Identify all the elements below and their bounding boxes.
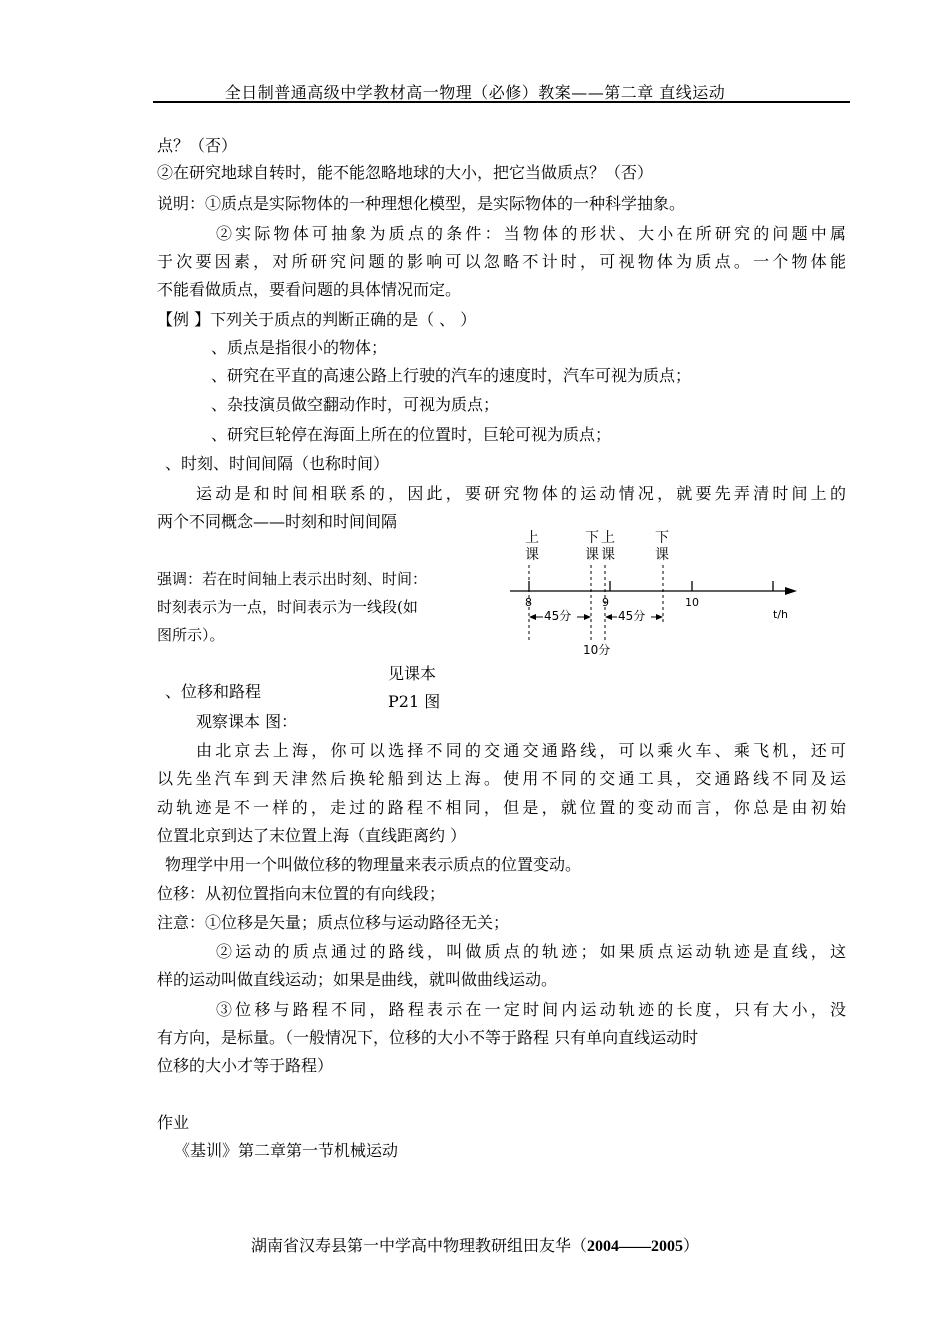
footer-years: 2004——2005 [587, 1238, 683, 1255]
text-line: 样的运动叫做直线运动；如果是曲线，就叫做曲线运动。 [157, 970, 558, 989]
timeline-diagram [505, 525, 805, 660]
gap-label: 10分 [583, 643, 611, 657]
span-1-arrow-left [529, 614, 536, 620]
label-shang-1: 上 [525, 530, 539, 546]
text-line: 不能看做质点，要看问题的具体情况而定。 [157, 280, 462, 299]
span-2-label: 45分 [618, 609, 646, 623]
example-question: 【例 】下列关于质点的判断正确的是（ 、 ） [157, 310, 477, 329]
text-line: 说明：①质点是实际物体的一种理想化模型，是实际物体的一种科学抽象。 [157, 194, 686, 213]
homework-heading: 作业 [157, 1113, 190, 1132]
option-c: 、杂技演员做空翻动作时，可视为质点； [211, 395, 500, 414]
label-shang-2: 上 [601, 530, 615, 546]
option-a: 、质点是指很小的物体； [211, 338, 388, 357]
span-1-arrow-right [584, 614, 591, 620]
text-line: 物理学中用一个叫做位移的物理量来表示质点的位置变动。 [165, 855, 582, 874]
homework-item: 《基训》第二章第一节机械运动 [174, 1141, 399, 1160]
text-line: 两个不同概念——时刻和时间间隔 [157, 512, 398, 531]
text-line: 图所示）。 [157, 626, 225, 644]
text-line: 位移的大小才等于路程） [157, 1056, 334, 1075]
text-line: 点？（否） [157, 136, 238, 155]
label-xia-1: 下 [585, 530, 599, 546]
label-xia-2: 下 [655, 530, 669, 546]
text-line: 动轨迹是不一样的，走过的路程不相同，但是，就位置的变动而言，你总是由初始 [157, 798, 846, 817]
footer-text: 湖南省汉寿县第一中学高中物理教研组田友华（ [250, 1236, 587, 1255]
text-line: 位置北京到达了末位置上海（直线距离约 ） [157, 826, 467, 845]
text-line: 有方向，是标量。（一般情况下，位移的大小不等于路程 只有单向直线运动时 [157, 1028, 699, 1047]
tick-label-10: 10 [685, 596, 699, 609]
span-1-label: 45分 [544, 609, 572, 623]
text-line: ②运动的质点通过的路线，叫做质点的轨迹；如果质点运动轨迹是直线，这 [216, 942, 846, 961]
text-line: 以先坐汽车到天津然后换轮船到达上海。使用不同的交通工具，交通路线不同及运 [157, 769, 846, 788]
page-header: 全日制普通高级中学教材高一物理（必修）教案——第二章 直线运动 [224, 83, 726, 102]
axis-unit: t/h [773, 608, 788, 621]
option-d: 、研究巨轮停在海面上所在的位置时，巨轮可视为质点； [211, 425, 612, 444]
section-heading: 、位移和路程 [165, 682, 262, 701]
reference-note: P21 图 [388, 692, 441, 711]
option-b: 、研究在平直的高速公路上行驶的汽车的速度时，汽车可视为质点； [211, 366, 692, 385]
page-footer [0, 1233, 950, 1256]
text-line: 观察课本 图： [196, 712, 298, 731]
text-line: ②实际物体可抽象为质点的条件：当物体的形状、大小在所研究的问题中属 [216, 224, 846, 243]
text-line: ②在研究地球自转时，能不能忽略地球的大小，把它当做质点？（否） [157, 163, 654, 182]
span-2-arrow-left [605, 614, 612, 620]
text-line: 注意：①位移是矢量；质点位移与运动路径无关； [157, 913, 510, 932]
text-line: 运动是和时间相联系的，因此，要研究物体的运动情况，就要先弄清时间上的 [196, 484, 846, 503]
label-ke-1: 课 [525, 547, 539, 563]
footer-close: ） [683, 1236, 700, 1255]
text-line: 由北京去上海，你可以选择不同的交通交通路线，可以乘火车、乘飞机，还可 [196, 741, 846, 760]
text-line: 强调：若在时间轴上表示出时刻、时间： [157, 570, 428, 588]
reference-note: 见课本 [388, 664, 437, 683]
tick-label-8: 8 [525, 596, 532, 609]
tick-label-9: 9 [602, 596, 609, 609]
label-ke-3: 课 [601, 547, 615, 563]
text-line: ③位移与路程不同，路程表示在一定时间内运动轨迹的长度，只有大小，没 [216, 1000, 846, 1019]
text-line: 于次要因素，对所研究问题的影响可以忽略不计时，可视物体为质点。一个物体能 [157, 252, 846, 271]
text-line: 位移：从初位置指向末位置的有向线段； [157, 884, 446, 903]
axis-arrow [785, 587, 797, 595]
text-line: 时刻表示为一点，时间表示为一线段(如 [157, 598, 418, 616]
label-ke-2: 课 [585, 547, 599, 563]
header-rule [153, 101, 850, 103]
label-ke-4: 课 [655, 547, 669, 563]
section-heading: 、时刻、时间间隔（也称时间） [165, 454, 390, 473]
span-2-arrow-right [656, 614, 663, 620]
